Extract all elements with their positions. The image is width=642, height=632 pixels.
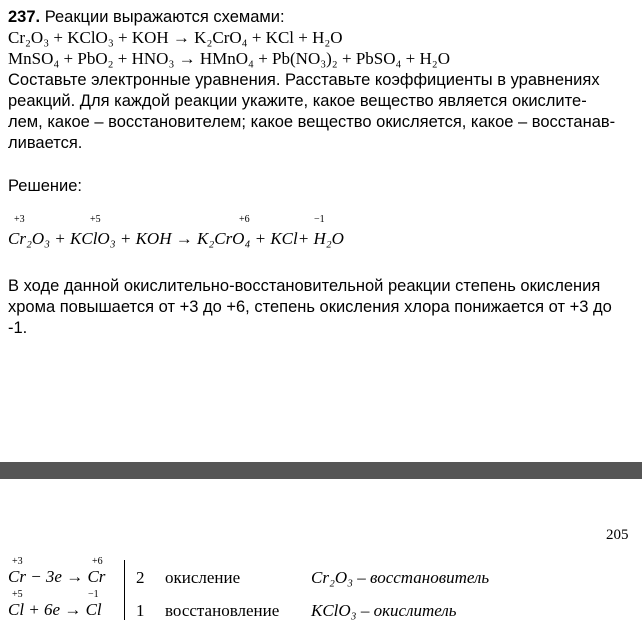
balance-row2-ox-left: +5 xyxy=(12,589,23,600)
task-line-2: реакций. Для каждой реакции укажите, какое вещество является окислите- xyxy=(8,92,587,110)
explanation-line-3: -1. xyxy=(8,319,28,337)
balance-divider xyxy=(124,560,125,620)
balance-row2-half-reaction: Cl + 6e → Cl xyxy=(8,600,102,619)
balance-row2-coefficient: 1 xyxy=(136,601,145,620)
ox-state-cr-right: +6 xyxy=(239,214,250,225)
balance-row1-ox-right: +6 xyxy=(92,556,103,567)
problem-intro: Реакции выражаются схемами: xyxy=(40,8,285,26)
task-line-4: ливается. xyxy=(8,134,83,152)
explanation-line-2: хрома повышается от +3 до +6, степень окисления хлора понижается от +3 до xyxy=(8,298,612,316)
ox-state-cr-left: +3 xyxy=(14,214,25,225)
solution-equation: Cr₂O₃ + KClO₃ + KOH → K₂CrO₄ + KCl+ H₂O xyxy=(8,229,344,248)
balance-row2-process: восстановление xyxy=(165,601,280,620)
page-number: 205 xyxy=(606,527,629,543)
balance-row2-ox-right: −1 xyxy=(88,589,99,600)
problem-number: 237. xyxy=(8,8,41,26)
balance-row2-agent: KClO₃ – окислитель xyxy=(311,601,457,620)
balance-row1-agent: Cr₂O₃ – восстановитель xyxy=(311,568,490,587)
balance-row1-ox-left: +3 xyxy=(12,556,23,567)
explanation-line-1: В ходе данной окислительно-восстановительной реакции степень окисления xyxy=(8,277,601,295)
task-line-1: Составьте электронные уравнения. Расставьте коэффициенты в уравнениях xyxy=(8,71,600,89)
page-separator xyxy=(0,462,642,479)
problem-header xyxy=(8,7,285,27)
ox-state-cl-left: +5 xyxy=(90,214,101,225)
balance-row1-coefficient: 2 xyxy=(136,568,145,587)
balance-row1-half-reaction: Cr − 3e → Cr xyxy=(8,567,106,586)
ox-state-cl-right: −1 xyxy=(314,214,325,225)
task-line-3: лем, какое – восстановителем; какое вещество окисляется, какое – восстанав- xyxy=(8,113,616,131)
reaction-2: MnSO₄ + PbO₂ + HNO₃ → HMnO₄ + Pb(NO₃)₂ + PbSO₄ + H₂O xyxy=(8,49,450,68)
reaction-1: Cr₂O₃ + KClO₃ + KOH → K₂CrO₄ + KCl + H₂O xyxy=(8,28,343,47)
balance-row1-process: окисление xyxy=(165,568,241,587)
solution-heading: Решение: xyxy=(8,177,82,195)
